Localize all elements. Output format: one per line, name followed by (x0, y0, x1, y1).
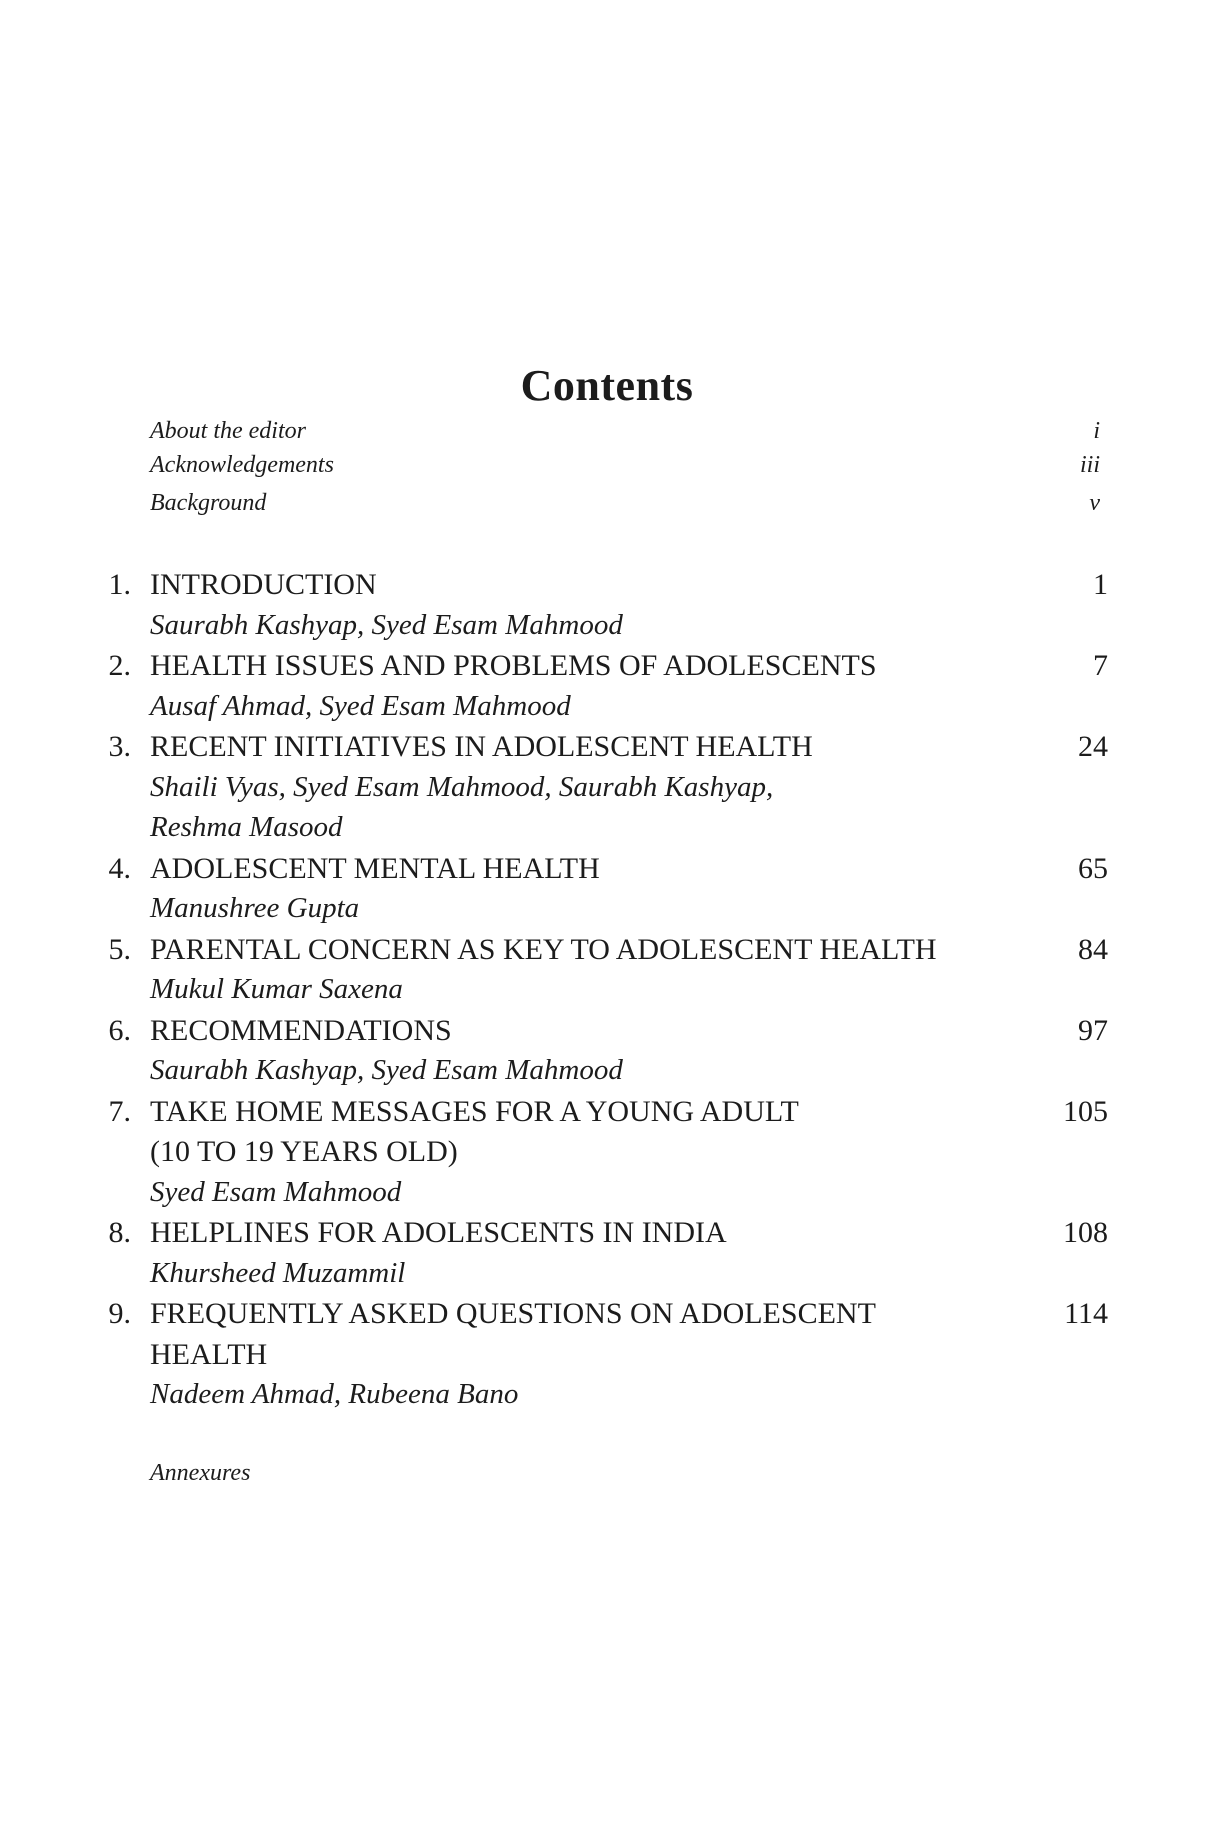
chapter-number: 4. (108, 851, 131, 885)
front-matter-title: Background (150, 490, 267, 516)
chapter-authors-text: Saurabh Kashyap, Syed Esam Mahmood (150, 608, 623, 641)
chapter-title: HELPLINES FOR ADOLESCENTS IN INDIA (150, 1216, 727, 1249)
chapter-title-line (0, 730, 1214, 771)
front-matter-item (150, 452, 1100, 486)
chapter-authors (0, 1378, 1214, 1419)
chapter-authors (0, 973, 1214, 1014)
chapter-authors-text: Nadeem Ahmad, Rubeena Bano (150, 1378, 519, 1410)
chapter-number: 6. (108, 1013, 131, 1047)
chapter-title-line (0, 1135, 1214, 1176)
chapter-title-line (0, 1338, 1214, 1379)
front-matter-page: v (1089, 490, 1100, 516)
chapter-entry (0, 730, 1214, 852)
chapter-authors (0, 811, 1214, 852)
chapter-authors (0, 892, 1214, 933)
chapter-title: INTRODUCTION (150, 568, 377, 601)
chapter-number: 3. (108, 730, 131, 763)
front-matter-page: iii (1079, 452, 1100, 478)
chapter-page-number: 114 (1064, 1297, 1108, 1330)
chapter-page-number: 97 (1078, 1013, 1108, 1047)
front-matter-page: i (1093, 418, 1100, 444)
chapter-authors-text: Syed Esam Mahmood (150, 1175, 402, 1208)
chapter-number: 7. (108, 1094, 131, 1128)
chapter-page-number: 84 (1078, 932, 1108, 966)
chapter-authors (0, 1054, 1214, 1095)
chapter-authors-text: Ausaf Ahmad, Syed Esam Mahmood (150, 689, 571, 722)
chapter-entry (0, 1014, 1214, 1095)
annexures-label: Annexures (150, 1460, 251, 1486)
chapter-authors (0, 771, 1214, 812)
front-matter-item (150, 418, 1100, 452)
chapter-page-number: 7 (1093, 649, 1108, 682)
chapter-page-number: 24 (1078, 730, 1108, 763)
front-matter-title: About the editor (150, 418, 306, 444)
chapter-authors-text: Saurabh Kashyap, Syed Esam Mahmood (150, 1054, 623, 1086)
chapter-entry (0, 568, 1214, 649)
chapter-number: 5. (108, 932, 131, 966)
chapter-authors-text: Manushree Gupta (150, 892, 360, 924)
chapter-authors-text: Shaili Vyas, Syed Esam Mahmood, Saurabh Kashyap, (150, 770, 774, 803)
chapter-authors-text: Khursheed Muzammil (150, 1256, 406, 1289)
chapter-title-line (0, 933, 1214, 974)
chapter-authors (0, 1176, 1214, 1217)
front-matter-item (150, 490, 1100, 530)
chapter-authors (0, 690, 1214, 731)
chapter-entry (0, 1216, 1214, 1297)
chapter-entry (0, 1095, 1214, 1217)
chapter-title-line (0, 1095, 1214, 1136)
chapter-title: FREQUENTLY ASKED QUESTIONS ON ADOLESCENT (150, 1297, 876, 1330)
chapter-title-line (0, 1297, 1214, 1338)
chapter-title: RECOMMENDATIONS (150, 1013, 452, 1047)
chapter-number: 2. (108, 649, 131, 682)
front-matter-list (150, 418, 1100, 530)
front-matter-title: Acknowledgements (150, 452, 334, 478)
chapter-title: HEALTH (150, 1337, 268, 1371)
chapter-page-number: 1 (1093, 568, 1108, 601)
chapter-number: 1. (108, 568, 131, 601)
chapter-entry (0, 852, 1214, 933)
chapter-list (0, 568, 1214, 1419)
chapter-title: ADOLESCENT MENTAL HEALTH (150, 851, 600, 885)
chapter-title-line (0, 649, 1214, 690)
chapter-title: HEALTH ISSUES AND PROBLEMS OF ADOLESCENTS (150, 649, 877, 682)
chapter-authors-text: Reshma Masood (150, 811, 343, 843)
chapter-title-line (0, 568, 1214, 609)
chapter-title-line (0, 852, 1214, 893)
chapter-authors-text: Mukul Kumar Saxena (150, 973, 403, 1005)
chapter-number: 8. (108, 1216, 131, 1249)
chapter-title: PARENTAL CONCERN AS KEY TO ADOLESCENT HEALTH (150, 932, 937, 966)
chapter-page-number: 65 (1078, 851, 1108, 885)
chapter-entry (0, 649, 1214, 730)
chapter-number: 9. (108, 1297, 131, 1330)
chapter-title: (10 TO 19 YEARS OLD) (150, 1135, 458, 1168)
chapter-entry (0, 933, 1214, 1014)
chapter-authors (0, 609, 1214, 650)
chapter-title: RECENT INITIATIVES IN ADOLESCENT HEALTH (150, 730, 813, 763)
chapter-page-number: 108 (1063, 1216, 1108, 1249)
chapter-entry (0, 1297, 1214, 1419)
chapter-title: TAKE HOME MESSAGES FOR A YOUNG ADULT (150, 1094, 799, 1128)
chapter-title-line (0, 1014, 1214, 1055)
chapter-page-number: 105 (1063, 1094, 1108, 1128)
chapter-title-line (0, 1216, 1214, 1257)
page-title: Contents (520, 361, 694, 410)
chapter-authors (0, 1257, 1214, 1298)
